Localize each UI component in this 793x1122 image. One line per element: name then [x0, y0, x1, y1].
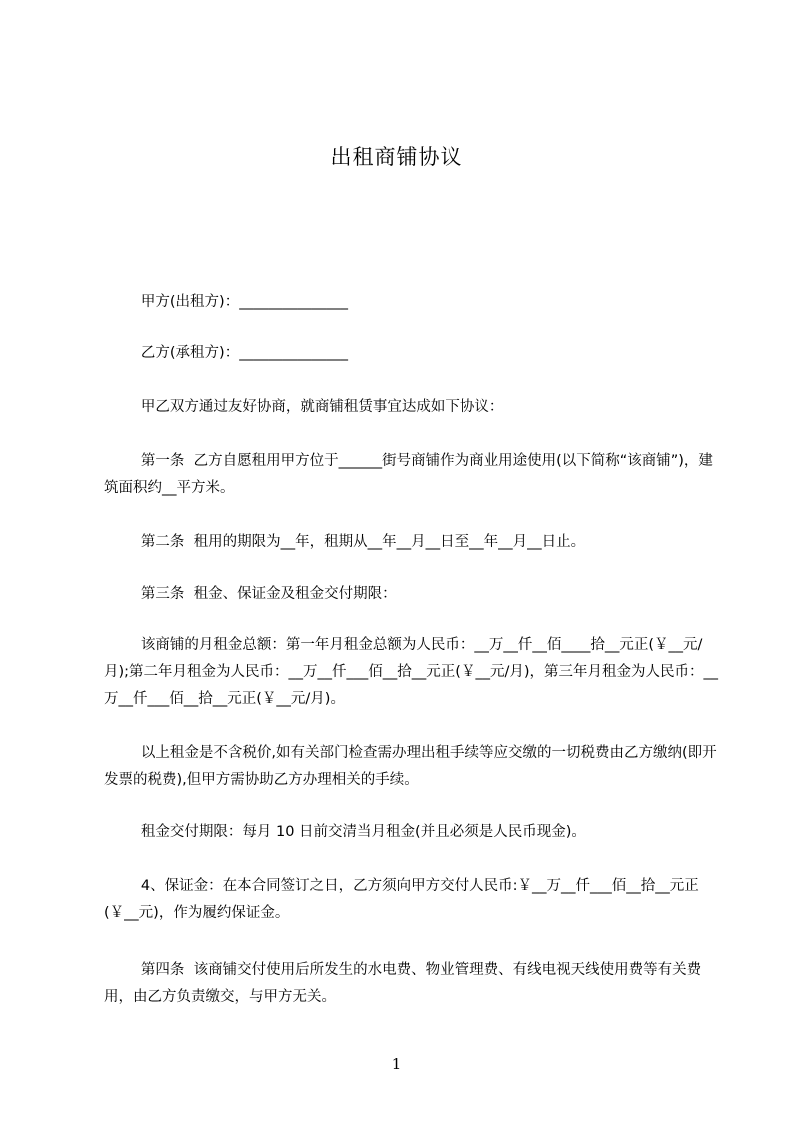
tax-note-paragraph: 以上租金是不含税价,如有关部门检查需办理出租手续等应交缴的一切税费由乙方缴纳(即开发票的税费),但甲方需协助乙方办理相关的手续。: [104, 745, 717, 788]
payment-deadline-paragraph: 租金交付期限：每月 10 日前交清当月租金(并且必须是人民币现金)。: [104, 824, 586, 840]
article-3-heading: 第三条 租金、保证金及租金交付期限：: [104, 586, 397, 602]
party-a-line: 甲方(出租方)：_______________: [104, 294, 348, 310]
article-2-paragraph: 第二条 租用的期限为__年，租期从__年__月__日至__年__月__日止。: [104, 534, 586, 550]
intro-paragraph: 甲乙双方通过友好协商，就商铺租赁事宜达成如下协议：: [104, 399, 504, 415]
party-b-line: 乙方(承租方)：_______________: [104, 345, 348, 361]
article-4-paragraph: 第四条 该商铺交付使用后所发生的水电费、物业管理费、有线电视天线使用费等有关费用，由乙方负责缴交，与甲方无关。: [104, 962, 702, 1005]
deposit-paragraph: 4、保证金：在本合同签订之日，乙方须向甲方交付人民币:￥__万__仟___佰__拾__元正(￥__元)，作为履约保证金。: [104, 878, 699, 921]
rent-total-paragraph: 该商铺的月租金总额：第一年月租金总额为人民币：__万__仟__佰____拾__元正(￥__元/月);第二年月租金为人民币：__万__仟___佰__拾__元正(￥__元/月)，第三年月租金为人民币：__万__仟___佰__拾__元正(￥__元/月)。: [104, 637, 718, 707]
article-1-paragraph: 第一条 乙方自愿租用甲方位于______街号商铺作为商业用途使用(以下简称“该商铺”)，建筑面积约__平方米。: [104, 453, 713, 496]
document-title: 出租商铺协议: [330, 145, 463, 169]
page-number: 1: [391, 1055, 402, 1073]
